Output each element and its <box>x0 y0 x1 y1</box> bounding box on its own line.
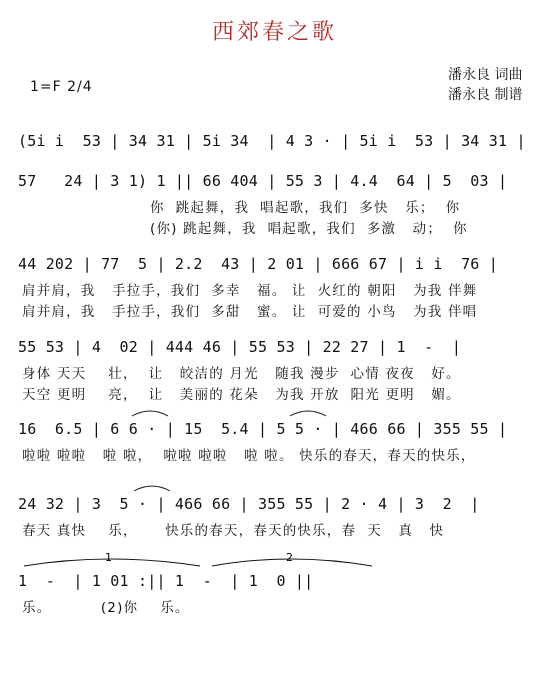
slur-mark <box>134 486 170 491</box>
notation-line: 16 6.5 | 6 6 · | 15 5.4 | 5 5 · | 466 66 | 355 55 | <box>18 420 508 438</box>
slur-mark <box>132 411 168 416</box>
lyric-line: 乐。 (2)你 乐。 <box>22 600 190 616</box>
volta-1-label: 1 <box>105 551 112 564</box>
lyric-line: 天空 更明 亮， 让 美丽的 花朵 为我 开放 阳光 更明 媚。 <box>22 387 461 403</box>
notation-line: 57 24 | 3 1) 1 || 66 404 | 55 3 | 4.4 64 | 5 03 | <box>18 172 508 190</box>
lyric-line: 你 跳起舞，我 唱起歌，我们 多快 乐； 你 <box>150 200 461 216</box>
volta-1-bracket <box>24 559 200 566</box>
lyric-line: 肩并肩，我 手拉手，我们 多幸 福。 让 火红的 朝阳 为我 伴舞 <box>22 283 478 299</box>
lyric-line: 春天 真快 乐， 快乐的春天，春天的快乐，春 天 真 快 <box>22 523 445 539</box>
transcriber: 潘永良 制谱 <box>448 87 523 103</box>
lyric-line: (你) 跳起舞，我 唱起歌，我们 多激 动； 你 <box>150 221 468 237</box>
notation-line: 24 32 | 3 5 · | 466 66 | 355 55 | 2 · 4 | 3 2 | <box>18 495 480 513</box>
key-signature: 1=F 2/4 <box>30 79 93 95</box>
notation-line: 55 53 | 4 02 | 444 46 | 55 53 | 22 27 | 1 - | <box>18 338 462 356</box>
lyric-line: 啦啦 啦啦 啦 啦， 啦啦 啦啦 啦 啦。 快乐的春天，春天的快乐， <box>22 448 476 464</box>
volta-2-label: 2 <box>286 551 293 564</box>
notation-line: (5i i 53 | 34 31 | 5i 34 | 4 3 · | 5i i 53 | 34 31 | <box>18 132 526 150</box>
lyric-line: 肩并肩，我 手拉手，我们 多甜 蜜。 让 可爱的 小鸟 为我 伴唱 <box>22 304 478 320</box>
notation-line: 44 202 | 77 5 | 2.2 43 | 2 01 | 666 67 | i i 76 | <box>18 255 498 273</box>
notation-line: 1 - | 1 01 :|| 1 - | 1 0 || <box>18 572 314 590</box>
lyricist-composer: 潘永良 词曲 <box>448 67 523 83</box>
song-title: 西郊春之歌 <box>211 20 337 45</box>
lyric-line: 身体 天天 壮， 让 皎洁的 月光 随我 漫步 心情 夜夜 好。 <box>22 366 461 382</box>
slur-mark <box>290 411 326 416</box>
